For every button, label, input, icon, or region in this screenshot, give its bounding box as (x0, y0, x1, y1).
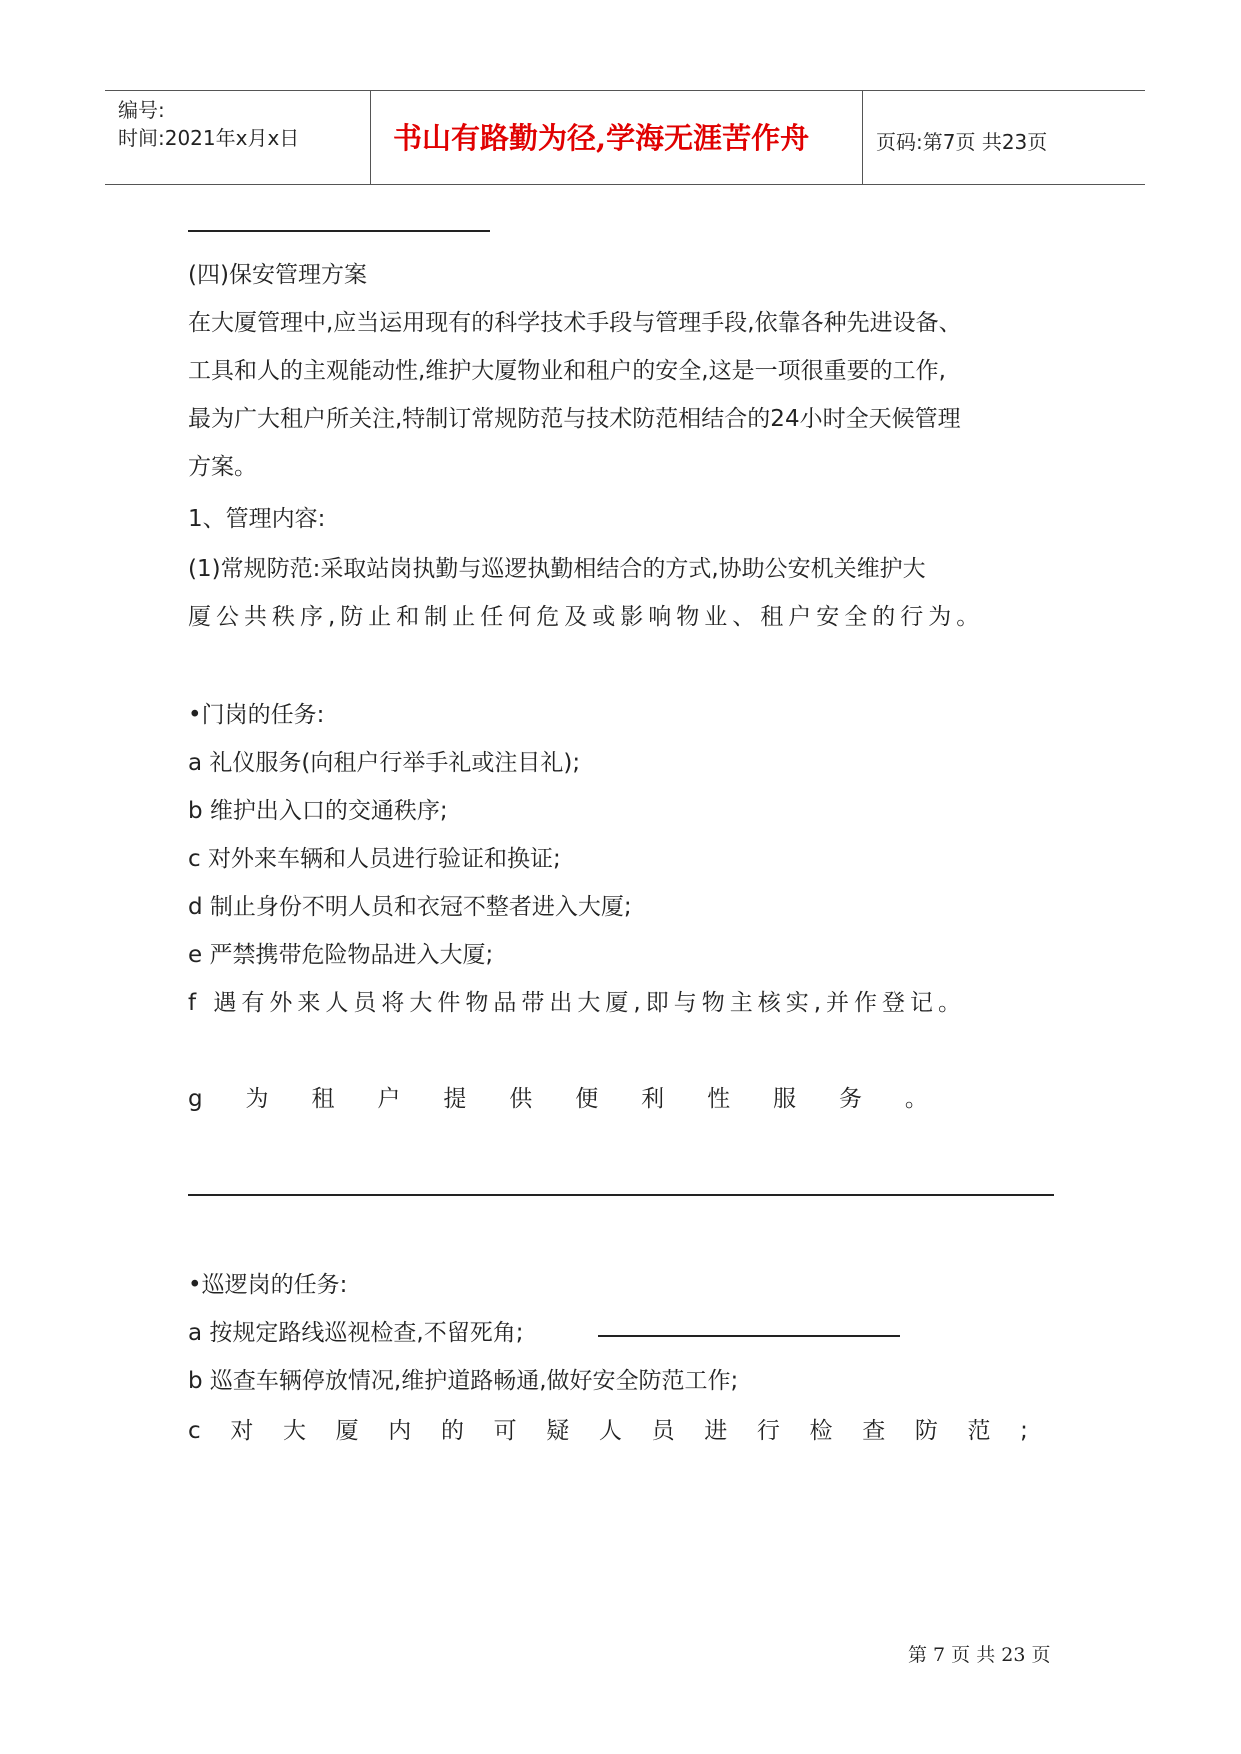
gate-task-item: d 制止身份不明人员和衣冠不整者进入大厦; (188, 894, 632, 920)
gate-task-item: e 严禁携带危险物品进入大厦; (188, 942, 494, 968)
char: c (188, 1418, 201, 1444)
char: 为 (245, 1086, 269, 1112)
blank-fill-line (598, 1335, 900, 1337)
char: 人 (598, 1418, 622, 1444)
header-motto: 书山有路勤为径,学海无涯苦作舟 (393, 121, 810, 155)
char: 对 (230, 1418, 254, 1444)
char: 检 (809, 1418, 833, 1444)
patrol-task-item-spread (188, 1418, 1028, 1446)
char: 务 (838, 1086, 862, 1112)
char: ; (1020, 1418, 1028, 1444)
gate-task-item: c 对外来车辆和人员进行验证和换证; (188, 846, 561, 872)
char: 户 (377, 1086, 401, 1112)
char: 防 (914, 1418, 938, 1444)
regular-prevention-line: 厦公共秩序,防止和制止任何危及或影响物业、租户安全的行为。 (188, 604, 985, 630)
char: 大 (282, 1418, 306, 1444)
char: 内 (388, 1418, 412, 1444)
intro-line: 最为广大租户所关注,特制订常规防范与技术防范相结合的24小时全天候管理 (188, 406, 961, 432)
regular-prevention-line: (1)常规防范:采取站岗执勤与巡逻执勤相结合的方式,协助公安机关维护大 (188, 556, 926, 582)
content-heading: 1、管理内容: (188, 506, 326, 532)
header-separator-right (862, 90, 863, 184)
gate-task-item-spread (188, 1086, 928, 1114)
header-top-rule (105, 90, 1145, 91)
header-separator-left (370, 90, 371, 184)
gate-task-item: a 礼仪服务(向租户行举手礼或注目礼); (188, 750, 581, 776)
char: 查 (862, 1418, 886, 1444)
char: 进 (704, 1418, 728, 1444)
page-footer: 第 7 页 共 23 页 (908, 1644, 1051, 1666)
gate-task-item: b 维护出入口的交通秩序; (188, 798, 448, 824)
intro-line: 在大厦管理中,应当运用现有的科学技术手段与管理手段,依靠各种先进设备、 (188, 310, 962, 336)
char: 厦 (335, 1418, 359, 1444)
char: 服 (773, 1086, 797, 1112)
char: 供 (509, 1086, 533, 1112)
document-time-label: 时间:2021年x月x日 (118, 126, 300, 150)
header-bottom-rule (105, 184, 1145, 185)
gate-task-item: f 遇有外来人员将大件物品带出大厦,即与物主核实,并作登记。 (188, 990, 967, 1016)
char: 便 (575, 1086, 599, 1112)
char: 可 (493, 1418, 517, 1444)
patrol-task-item: b 巡查车辆停放情况,维护道路畅通,做好安全防范工作; (188, 1368, 739, 1394)
patrol-task-item: a 按规定路线巡视检查,不留死角; (188, 1320, 524, 1346)
blank-fill-line (188, 230, 490, 232)
intro-line: 工具和人的主观能动性,维护大厦物业和租户的安全,这是一项很重要的工作, (188, 358, 946, 384)
char: 行 (756, 1418, 780, 1444)
char: 提 (443, 1086, 467, 1112)
char: 范 (967, 1418, 991, 1444)
char: 利 (641, 1086, 665, 1112)
section-title: (四)保安管理方案 (188, 262, 367, 288)
patrol-tasks-title: •巡逻岗的任务: (188, 1272, 348, 1298)
section-divider-rule (188, 1194, 1054, 1196)
char: 疑 (546, 1418, 570, 1444)
char: 租 (311, 1086, 335, 1112)
char: 员 (651, 1418, 675, 1444)
char: g (188, 1086, 203, 1112)
char: 性 (707, 1086, 731, 1112)
document-number-label: 编号: (118, 98, 165, 122)
page-code-label: 页码:第7页 共23页 (876, 130, 1048, 154)
intro-line: 方案。 (188, 454, 257, 480)
char: 的 (440, 1418, 464, 1444)
char: 。 (904, 1086, 928, 1112)
gate-tasks-title: •门岗的任务: (188, 702, 325, 728)
